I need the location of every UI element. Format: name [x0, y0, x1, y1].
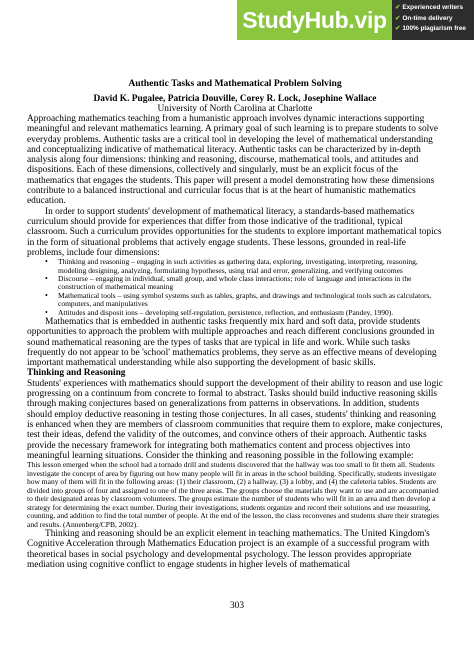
block-quote: This lesson emerged when the school had a tornado drill and students discovered that the hallway was too small to fit them all. Students investigate the concept of area by figuring out how many people will fit in areas in the school building. Specifically, students investigate how many of them will fit in the following areas: (1) their classroom, (2) a hallway, (3) a lobby, and (4) the cafeteria tables. Students are divided into groups of four and assigned to one of the three areas. The groups choose the materials they want to use and are accompanied to their designated areas by classroom volunteers. The groups estimate the number of students who will fit in an area and then develop a strategy for determining the exact number. During their investigations, students organize and record their solutions and use measuring, counting, and addition to find the total number of people. At the end of the lesson, the class reconvenes and students share their strategies and results. (Annenberg/CPB, 2002). — [27, 460, 439, 529]
body-paragraph: Thinking and reasoning should be an explicit element in teaching mathematics. The United Kingdom's Cognitive Acceleration through Mathematics Education project is an example of a successful program with theoretical bases in social psychology and developmental psychology. The lesson provides appropriate mediation using cognitive conflict to engage students in higher levels of mathematical — [27, 529, 430, 571]
studyhub-logo[interactable]: StudyHub.vip — [237, 0, 392, 40]
studyhub-banner[interactable] — [237, 0, 474, 40]
feature-item: ✔ 100% plagiarism free — [395, 25, 466, 32]
list-item: • Discourse – engaging in individual, small group, and whole class interactions; role of language and interactions in the construction of mathematical meaning — [58, 275, 443, 292]
paper-affiliation: University of North Carolina at Charlotte — [157, 104, 313, 114]
list-item: • Thinking and reasoning – engaging in such activities as gathering data, exploring, investigating, interpreting, reasoning, modeling designing, analyzing, formulating hypotheses, using trial and error, generalizing, and verifying outcomes — [58, 258, 443, 275]
page-number: 303 — [229, 601, 245, 611]
feature-item: ✔ On-time delivery — [395, 14, 453, 22]
body-paragraph: Students' experiences with mathematics should support the development of their ability to reason and use logic progressing on a continuum from concrete to formal to abstract. Tasks should build inductive reasoning skills through making conjectures based on generalizations from patterns in observations. In addition, students should employ deductive reasoning in testing those conjectures. In all cases, students' thinking and reasoning is enhanced when they are members of classroom communities that require them to explore, make conjectures, test their ideas, defend the validity of the outcomes, and convince others of their approach. Authentic tasks provide the necessary framework for integrating both mathematics content and process objectives into meaningful learning situations. Consider the thinking and reasoning possible in the following example: — [27, 378, 443, 461]
paper-authors: David K. Pugalee, Patricia Douville, Corey R. Lock, Josephine Wallace — [93, 94, 377, 104]
list-item: • Attitudes and disposit ions – developing self-regulation, persistence, reflection, and enthusiasm (Pandey, 1990). — [58, 309, 443, 317]
list-item: • Mathematical tools – using symbol systems such as tables, graphs, and drawings and technological tools such as calculators, computers, and manipulatives — [58, 292, 443, 309]
paper-title: Authentic Tasks and Mathematical Problem Solving — [128, 78, 342, 89]
body-paragraph: Mathematics that is embedded in authentic tasks frequently mix hard and soft data, provide students opportunities to approach the problem with multiple approaches and reach different conclusions grounded in sound mathematical reasoning are the types of tasks that are typical in life and work. While such tasks frequently do not appear to be 'school' mathematics problems, they serve as an effective means of developing important mathematical understanding while also supporting the development of basic skills. — [27, 317, 437, 369]
section-heading: Thinking and Reasoning — [27, 368, 126, 379]
checkmark-icon: ✔ — [395, 14, 401, 22]
paper-page — [27, 79, 443, 570]
checkmark-icon: ✔ — [395, 25, 401, 32]
abstract-paragraph: Approaching mathematics teaching from a humanistic approach involves dynamic interactions supporting meaningful and relevant mathematics learning. A primary goal of such learning is to prepare students to solve everyday problems. Authentic tasks are a critical tool in developing the level of mathematical understanding and conceptualizing indicative of mathematical literacy. Authentic tasks can be characterized by in-depth analysis along four dimensions: thinking and reasoning, discourse, mathematical tools, and attitudes and dispositions. Each of these dimensions, collectively and singularly, must be an explicit focus of the mathematics that engages the students. This paper will present a model demonstrating how these dimensions contribute to a balanced instructional and curricular focus that is at the heart of humanistic mathematics education. — [27, 114, 439, 207]
feature-list — [392, 0, 474, 40]
feature-item: ✔ Experienced writers — [395, 4, 464, 11]
body-paragraph: In order to support students' development of mathematical literacy, a standards-based mathematics curriculum should provide for experiences that differ from those indicative of the traditional, typical classroom. Such a curriculum provides opportunities for the students to explore important mathematical topics in the form of situational problems that actively engage students. These lessons, grounded in real-life problems, include four dimensions: — [27, 206, 442, 258]
checkmark-icon: ✔ — [395, 4, 401, 11]
dimension-list — [27, 258, 443, 317]
